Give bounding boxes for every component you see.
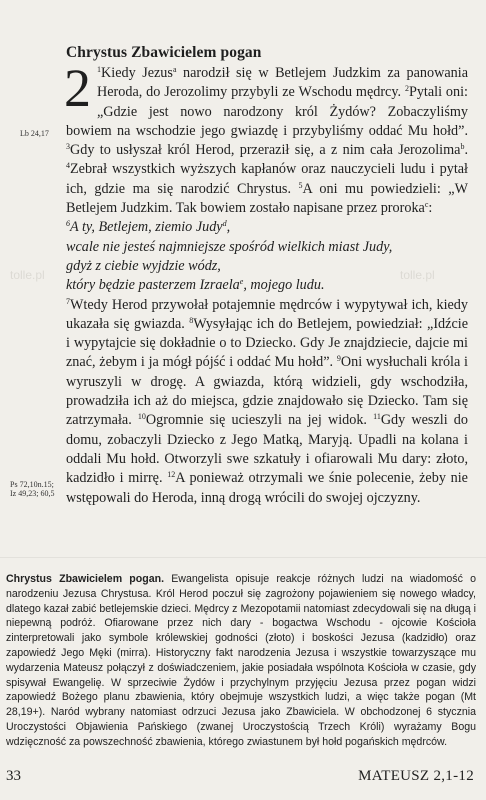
quote-text: , mojego ludu. <box>243 277 325 294</box>
verse-number: 3 <box>66 142 70 152</box>
verse-text: A ponieważ otrzymali we śnie polecenie, żeby nie wstępowali do Heroda, inną drogą wrócili do swojej ojczyzny. <box>66 470 468 506</box>
verse-text: : <box>428 200 433 217</box>
quote-text: który będzie pasterzem Izraela <box>66 277 240 294</box>
quote-text: gdyż z ciebie wyjdzie wódz, <box>66 257 221 274</box>
verse-text: Wysyłając ich do Betlejem, powiedział: „Idźcie i wypytajcie się dokładnie o to Dziecko. Gdy Je znajdziecie, dajcie mi znać, żebym i ja mógł pójść i oddać Mu hołd”. <box>66 315 468 371</box>
margin-reference-1: Lb 24,17 <box>20 129 49 138</box>
quote-text: , <box>226 219 231 236</box>
quote-line <box>66 276 468 295</box>
quote-line <box>66 257 468 276</box>
quote-line <box>66 218 468 237</box>
section-heading: Chrystus Zbawicielem pogan <box>66 44 262 61</box>
verse-text: Gdy weszli do domu, zobaczyli Dziecko z Jego Matką, Maryją. Upadli na kolana i oddali Mu hołd. Otworzyli swe szkatuły i ofiarowali Mu dary: złoto, kadzidło i mirrę. <box>66 412 468 487</box>
verse-number: 4 <box>66 161 70 171</box>
verse-text: A oni mu powiedzieli: „W Betlejem Judzkim. Tak bowiem zostało napisane przez proroka <box>66 180 468 217</box>
quote-line <box>66 238 468 257</box>
verse-number: 9 <box>336 354 341 364</box>
verse-number: 8 <box>189 315 194 325</box>
page-number: 33 <box>6 768 21 784</box>
commentary-title: Chrystus Zbawicielem pogan. <box>6 573 165 585</box>
verse-number: 10 <box>137 412 146 422</box>
verse-text: Gdy to usłyszał król Herod, przeraził się, a z nim cała Jerozolima <box>70 142 461 159</box>
verse-text: Ogromnie się ucieszyli na jej widok. <box>145 412 374 429</box>
footnote-mark: e <box>239 277 244 287</box>
verse-number: 1 <box>97 65 101 74</box>
watermark-left: tolle.pl <box>10 268 45 282</box>
verse-number: 11 <box>373 412 381 422</box>
commentary-body: Ewangelista opisuje reakcje różnych ludzi na wiadomość o narodzeniu Jezusa Chrystusa. Król Herod poczuł się zagrożony pojawieniem się nowego władcy, dlatego kazał zabić betlejemskie dzieci. Mędrcy z Mezopotamii natomiast zdecydowali się na długą i niepewną podróż. Ofiarowane przez nich dary - bogactwa Wschodu - ojcowie Kościoła zinterpretowali jako symbole królewskiej godności (złoto) i boskości Jezusa (kadzidło) oraz zapowiedź Jego Męki (mirra). Historyczny fakt narodzenia Jezusa i wszystkie towarzyszące mu wydarzenia Mateusz połączył z doświadczeniem, jakie posiadała wspólnota Kościoła w czasie, gdy spisywał Ewangelię. W sprzeciwie Żydów i przychylnym przyjęciu Jezusa przez pogan widzi zapowiedź Bożego planu zbawienia, który obejmuje wszystkich ludzi, a więc także pogan (Mt 28,19+). Naród wybrany natomiast odrzuci Jezusa jako Zbawiciela. W obchodzonej 6 stycznia Uroczystości Objawienia Pańskiego (zwanej Uroczystością Trzech Króli) wyrażamy Bogu wdzięczność za powszechność zbawienia, którego zwiastunem był hołd pogańskich mędrców. <box>6 573 476 748</box>
verse-text: narodził się w Betlejem Judzkim za panowania Heroda, do Jerozolimy przybyli ze Wschodu mędrcy. <box>97 65 468 101</box>
footnote-mark: a <box>172 65 177 74</box>
chapter-number: 2 <box>64 58 91 118</box>
margin-reference-2: Ps 72,10n.15; <box>10 480 54 489</box>
section-divider <box>0 557 486 558</box>
verse-text: . <box>464 142 468 159</box>
footnote-mark: b <box>460 142 465 152</box>
verse-number: 12 <box>167 470 176 480</box>
verse-text: Wtedy Herod przywołał potajemnie mędrców i wypytywał ich, kiedy ukazała się gwiazda. <box>66 296 468 332</box>
prophecy-quote <box>66 218 468 295</box>
quote-text: wcale nie jesteś najmniejsze spośród wielkich miast Judy, <box>66 238 393 255</box>
verse-number: 7 <box>66 296 70 306</box>
verse-text: Oni wysłuchali króla i wyruszyli w drogę. A gwiazda, którą widzieli, gdy wschodziła, prowadziła ich aż do miejsca, gdzie znajdowało się Dziecko. Tam się zatrzymała. <box>66 354 468 429</box>
verse-number: 6 <box>66 219 70 229</box>
commentary-box <box>6 572 476 750</box>
quote-text: A ty, Betlejem, ziemio Judy <box>70 219 223 236</box>
verse-text: Kiedy Jezus <box>101 65 173 81</box>
footnote-mark: d <box>222 219 227 229</box>
margin-reference-3: Iz 49,23; 60,5 <box>10 489 55 498</box>
verse-text: Pytali oni: „Gdzie jest nowo narodzony król Żydów? Zobaczyliśmy bowiem na wschodzie jego gwiazdę i przybyliśmy oddać Mu hołd”. <box>66 84 468 139</box>
verse-text: Zebrał wszystkich wyższych kapłanów oraz nauczycieli ludu i pytał ich, gdzie ma się narodzić Chrystus. <box>66 161 468 197</box>
scripture-paragraph-2 <box>66 296 468 508</box>
running-reference: MATEUSZ 2,1-12 <box>358 768 474 784</box>
watermark-right: tolle.pl <box>400 268 435 282</box>
verse-number: 5 <box>298 180 303 190</box>
verse-number: 2 <box>404 84 409 94</box>
scripture-paragraph-1 <box>64 58 468 218</box>
scripture-text <box>64 58 468 508</box>
footnote-mark: c <box>424 200 429 210</box>
